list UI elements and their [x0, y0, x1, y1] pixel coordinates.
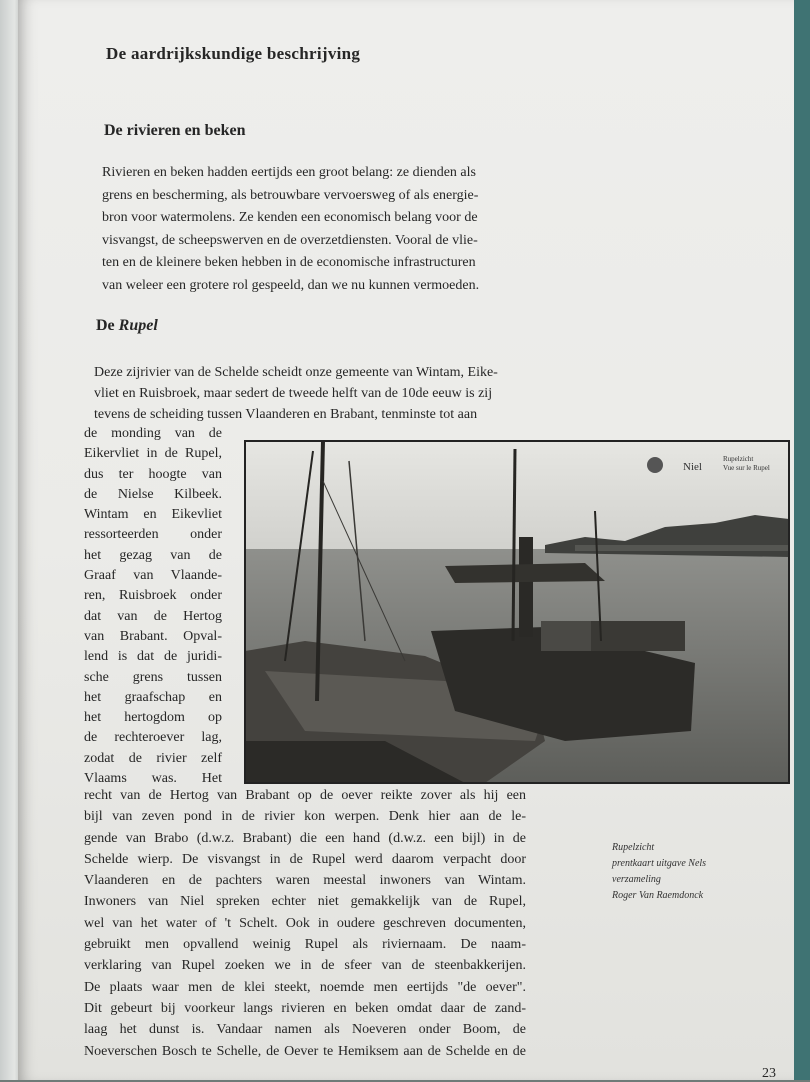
text-line: Dit gebeurt bij voorkeur langs rivieren en beken omdat daar de zand-: [84, 1000, 526, 1016]
text-line: Vlaanderen en de pachters waren meestal inwoners van Wintam.: [84, 873, 526, 889]
text-line: Eikervliet in de Rupel,: [84, 446, 222, 462]
text-line: Schelde wierp. De visvangst in de Rupel werd daarom verpacht door: [84, 851, 526, 867]
photo-place-label: Niel: [683, 461, 702, 473]
text-line: gende van Brabo (d.w.z. Brabant) die een hand (d.w.z. een bijl) in de: [84, 830, 526, 846]
text-line: vliet en Ruisbroek, maar sedert de tweede helft van de 10de eeuw is zij: [94, 386, 493, 401]
photo-subtitle-2: Vue sur le Rupel: [723, 464, 770, 472]
rupel-heading-name: Rupel: [118, 317, 158, 334]
rupel-heading-prefix: De: [96, 317, 115, 334]
text-line: Rivieren en beken hadden eertijds een groot belang: ze dienden als: [102, 165, 476, 180]
text-line: van Brabant. Opval-: [84, 628, 222, 644]
text-line: van weleer een grotere rol gespeeld, dan we nu kunnen vermoeden.: [102, 277, 480, 293]
caption-line: Roger Van Raemdonck: [612, 890, 704, 901]
text-line: grens en bescherming, als betrouwbare vervoersweg of als energie-: [102, 187, 479, 203]
text-line: ressorteerden onder: [84, 527, 222, 543]
text-line: zodat de rivier zelf: [84, 750, 222, 766]
text-line: de rechteroever lag,: [84, 730, 222, 746]
text-line: bron voor watermolens. Ze kenden een economisch belang voor de: [102, 210, 478, 225]
rupel-paragraph-top: [94, 362, 524, 425]
text-line: laag het dunst is. Vandaar namen als Noeveren onder Boom, de: [84, 1022, 526, 1038]
caption-line: prentkaart uitgave Nels: [612, 858, 707, 869]
text-line: het gezag van de: [84, 547, 222, 563]
text-line: verklaring van Rupel zoeken we in de sfeer van de steenbakkerijen.: [84, 958, 526, 974]
text-line: Noeverschen Bosch te Schelle, de Oever te Hemiksem aan de Schelde en de: [84, 1043, 526, 1059]
page-number: 23: [762, 1066, 776, 1081]
text-line: de Nielse Kilbeek.: [84, 486, 222, 502]
text-line: recht van de Hertog van Brabant op de oever reikte zover als hij een: [84, 788, 526, 803]
section-heading: De rivieren en beken: [104, 122, 246, 139]
text-line: dat van de Hertog: [84, 608, 222, 624]
text-line: gebruikt men opvallend weinig Rupel als riviernaam. De naam-: [84, 937, 526, 953]
photo-subtitle-1: Rupelzicht: [723, 455, 754, 463]
background-surface: [794, 0, 810, 1080]
text-line: het hertogdom op: [84, 710, 222, 726]
text-line: sche grens tussen: [84, 669, 222, 685]
text-line: het graafschap en: [84, 689, 222, 705]
rupel-heading: [96, 317, 158, 335]
text-line: Vlaams was. Het: [84, 771, 222, 787]
rupel-paragraph-bottom: [84, 785, 526, 1062]
text-line: dus ter hoogte van: [84, 466, 222, 482]
photo-caption: [612, 840, 782, 904]
text-line: Wintam en Eikevliet: [84, 507, 222, 523]
text-line: bijl van zeven pond in de rivier kon werpen. Denk hier aan de le-: [84, 809, 526, 825]
text-line: ren, Ruisbroek onder: [84, 588, 222, 604]
caption-line: verzameling: [612, 874, 661, 885]
text-line: ten en de kleinere beken hebben in de economische infrastructuren: [102, 255, 476, 270]
text-line: wel van het water of 't Schelt. Ook in oudere geschreven documenten,: [84, 915, 526, 931]
text-line: tevens de scheiding tussen Vlaanderen en Brabant, tenminste tot aan: [94, 407, 478, 422]
caption-line: Rupelzicht: [612, 842, 655, 853]
chapter-heading: De aardrijkskundige beschrijving: [106, 44, 361, 63]
text-line: lend is dat de juridi-: [84, 649, 222, 665]
book-page: [18, 0, 794, 1080]
river-boats-photo: [245, 441, 789, 783]
text-line: De plaats waar men de klei steekt, noemde men eertijds "de oever".: [84, 979, 526, 995]
text-line: de monding van de: [84, 426, 222, 441]
text-line: Deze zijrivier van de Schelde scheidt onze gemeente van Wintam, Eike-: [94, 365, 498, 380]
postcard-stamp-icon: [647, 457, 663, 473]
text-line: Graaf van Vlaande-: [84, 568, 222, 584]
intro-paragraph: [102, 162, 534, 297]
historic-photo: [244, 440, 790, 784]
text-line: visvangst, de scheepswerven en de overzetdiensten. Vooral de vlie-: [102, 232, 478, 248]
rupel-paragraph-wrapped: [84, 424, 222, 789]
text-line: Inwoners van Niel spreken echter niet gemakkelijk van de Rupel,: [84, 894, 526, 910]
